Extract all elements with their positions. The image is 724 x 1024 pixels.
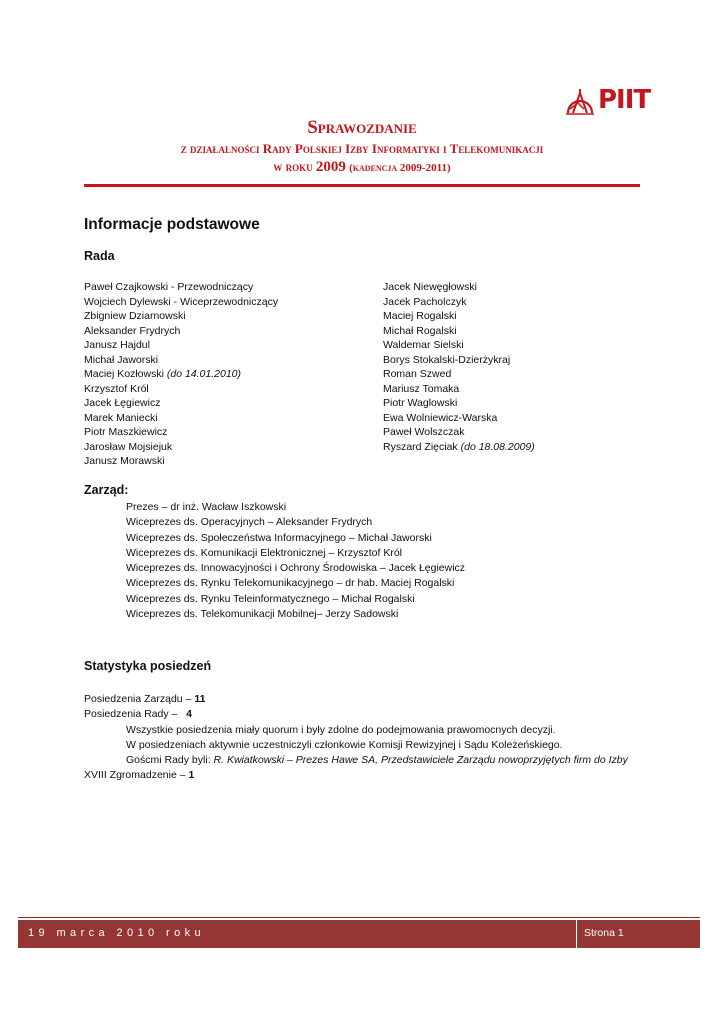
- rada-member-name: Jacek Pacholczyk: [383, 295, 467, 308]
- rada-member-name: Zbigniew Dziarnowski: [84, 310, 186, 322]
- rada-member: [383, 382, 535, 397]
- rada-member-name: Michał Rogalski: [383, 324, 457, 337]
- rada-member-name: Ewa Wolniewicz-Warska: [383, 411, 498, 424]
- zarzad-member: Wiceprezes ds. Rynku Telekomunikacyjnego – dr hab. Maciej Rogalski: [126, 577, 455, 590]
- zarzad-member: Wiceprezes ds. Innowacyjności i Ochrony Środowiska – Jacek Łęgiewicz: [126, 562, 466, 575]
- rada-members-right: [383, 280, 535, 454]
- logo-text: PIIT: [598, 85, 651, 115]
- zarzad-member: Wiceprezes ds. Komunikacji Elektronicznej – Krzysztof Król: [126, 546, 403, 559]
- rada-member: [84, 454, 278, 469]
- rada-member: [84, 309, 278, 324]
- rada-member-name: Waldemar Sielski: [383, 339, 464, 351]
- title-divider: [84, 184, 640, 187]
- stat-rada-count: 4: [186, 708, 192, 721]
- rada-member-name: Janusz Morawski: [84, 455, 165, 467]
- rada-member: [84, 367, 278, 382]
- rada-member: [84, 396, 278, 411]
- stat-zarzad-label: Posiedzenia Zarządu –: [84, 693, 195, 705]
- rada-member: [84, 353, 278, 368]
- section-heading-info: Informacje podstawowe: [84, 216, 260, 233]
- rada-member-name: Paweł Wolszczak: [383, 426, 465, 438]
- rada-member: [84, 382, 278, 397]
- rada-member: [84, 425, 278, 440]
- rada-member-name: Wojciech Dylewski - Wiceprzewodniczący: [84, 295, 279, 308]
- piit-logo: [564, 85, 651, 119]
- rada-member: [383, 367, 535, 382]
- stat-komisja: W posiedzeniach aktywnie uczestniczyli członkowie Komisji Rewizyjnej i Sądu Koleżeńskiego.: [126, 738, 563, 751]
- rada-member: [383, 309, 535, 324]
- stat-guests-text: R. Kwiatkowski – Prezes Hawe SA, Przedstawiciele Zarządu nowoprzyjętych firm do Izby: [213, 754, 628, 767]
- rada-member: [383, 338, 535, 353]
- stat-quorum: Wszystkie posiedzenia miały quorum i były zdolne do podejmowania prawomocnych decyzji.: [126, 723, 556, 736]
- rada-member-name: Aleksander Frydrych: [84, 324, 181, 337]
- stat-zgromadzenie-label: XVIII Zgromadzenie –: [84, 769, 189, 782]
- title-year-line: [0, 158, 724, 177]
- zarzad-member: Prezes – dr inż. Wacław Iszkowski: [126, 501, 287, 513]
- report-title: [0, 118, 724, 177]
- stat-rada-label: Posiedzenia Rady –: [84, 708, 187, 721]
- rada-member: [84, 440, 278, 455]
- statystyka-block: [84, 692, 684, 784]
- rada-members-left: [84, 280, 278, 469]
- rada-member-note: (do 18.08.2009): [460, 440, 535, 453]
- footer-page-number: Strona 1: [584, 927, 624, 939]
- rada-member-name: Mariusz Tomaka: [383, 382, 460, 395]
- footer-rule: [18, 917, 700, 918]
- rada-member-name: Paweł Czajkowski - Przewodniczący: [84, 281, 254, 293]
- stat-rada: [84, 707, 684, 722]
- zarzad-member: Wiceprezes ds. Rynku Teleinformatycznego – Michał Rogalski: [126, 592, 415, 605]
- footer-divider: [576, 920, 577, 948]
- rada-member-name: Jacek Łęgiewicz: [84, 397, 161, 409]
- stat-zgromadzenie: [84, 768, 684, 783]
- rada-member: [383, 280, 535, 295]
- page-footer: [18, 920, 700, 948]
- piit-emblem-icon: [564, 85, 596, 117]
- section-heading-statystyka: Statystyka posiedzeń: [84, 659, 212, 673]
- stat-guests-label: Goścmi Rady byli:: [126, 754, 214, 767]
- rada-member-name: Jarosław Mojsiejuk: [84, 440, 173, 453]
- rada-member: [84, 324, 278, 339]
- rada-member-name: Ryszard Zięciak: [383, 440, 461, 453]
- rada-member: [383, 425, 535, 440]
- rada-member-name: Jacek Niewęgłowski: [383, 281, 477, 293]
- rada-member: [383, 295, 535, 310]
- rada-member: [84, 338, 278, 353]
- rada-member-name: Marek Maniecki: [84, 411, 158, 424]
- rada-member-name: Krzysztof Król: [84, 382, 149, 395]
- title-year: 2009: [315, 159, 346, 175]
- rada-member: [84, 295, 278, 310]
- title-subtitle: z działalności Rady Polskiej Izby Informatyki i Telekomunikacji: [180, 141, 544, 156]
- rada-member: [383, 440, 535, 455]
- footer-date: 19 marca 2010 roku: [28, 927, 206, 939]
- rada-member-name: Maciej Rogalski: [383, 310, 457, 322]
- title-year-prefix: w roku: [273, 159, 313, 174]
- zarzad-member: Wiceprezes ds. Społeczeństwa Informacyjnego – Michał Jaworski: [126, 531, 432, 544]
- rada-member-note: (do 14.01.2010): [166, 368, 242, 380]
- stat-zgromadzenie-count: 1: [188, 769, 195, 782]
- rada-member-name: Janusz Hajdul: [84, 339, 150, 351]
- zarzad-list: [126, 500, 465, 622]
- rada-member-name: Roman Szwed: [383, 368, 452, 380]
- rada-member: [383, 353, 535, 368]
- stat-zarzad: [84, 692, 684, 707]
- rada-member-name: Piotr Waglowski: [383, 397, 458, 409]
- rada-member: [84, 280, 278, 295]
- rada-member: [84, 411, 278, 426]
- section-heading-rada: Rada: [84, 249, 115, 263]
- section-heading-zarzad: Zarząd:: [84, 483, 129, 497]
- title-main: Sprawozdanie: [307, 117, 417, 138]
- stat-guests: [84, 753, 684, 768]
- stat-zarzad-count: 11: [194, 693, 206, 705]
- rada-member: [383, 324, 535, 339]
- rada-member-name: Michał Jaworski: [84, 353, 159, 366]
- rada-member-name: Borys Stokalski-Dzierżykraj: [383, 353, 511, 366]
- rada-member-name: Piotr Maszkiewicz: [84, 426, 168, 438]
- rada-member: [383, 396, 535, 411]
- zarzad-member: Wiceprezes ds. Telekomunikacji Mobilnej– Jerzy Sadowski: [126, 608, 399, 621]
- rada-member: [383, 411, 535, 426]
- rada-member-name: Maciej Kozłowski: [84, 368, 167, 380]
- zarzad-member: Wiceprezes ds. Operacyjnych – Aleksander Frydrych: [126, 516, 373, 529]
- title-kadencja: (kadencja 2009-2011): [349, 162, 451, 174]
